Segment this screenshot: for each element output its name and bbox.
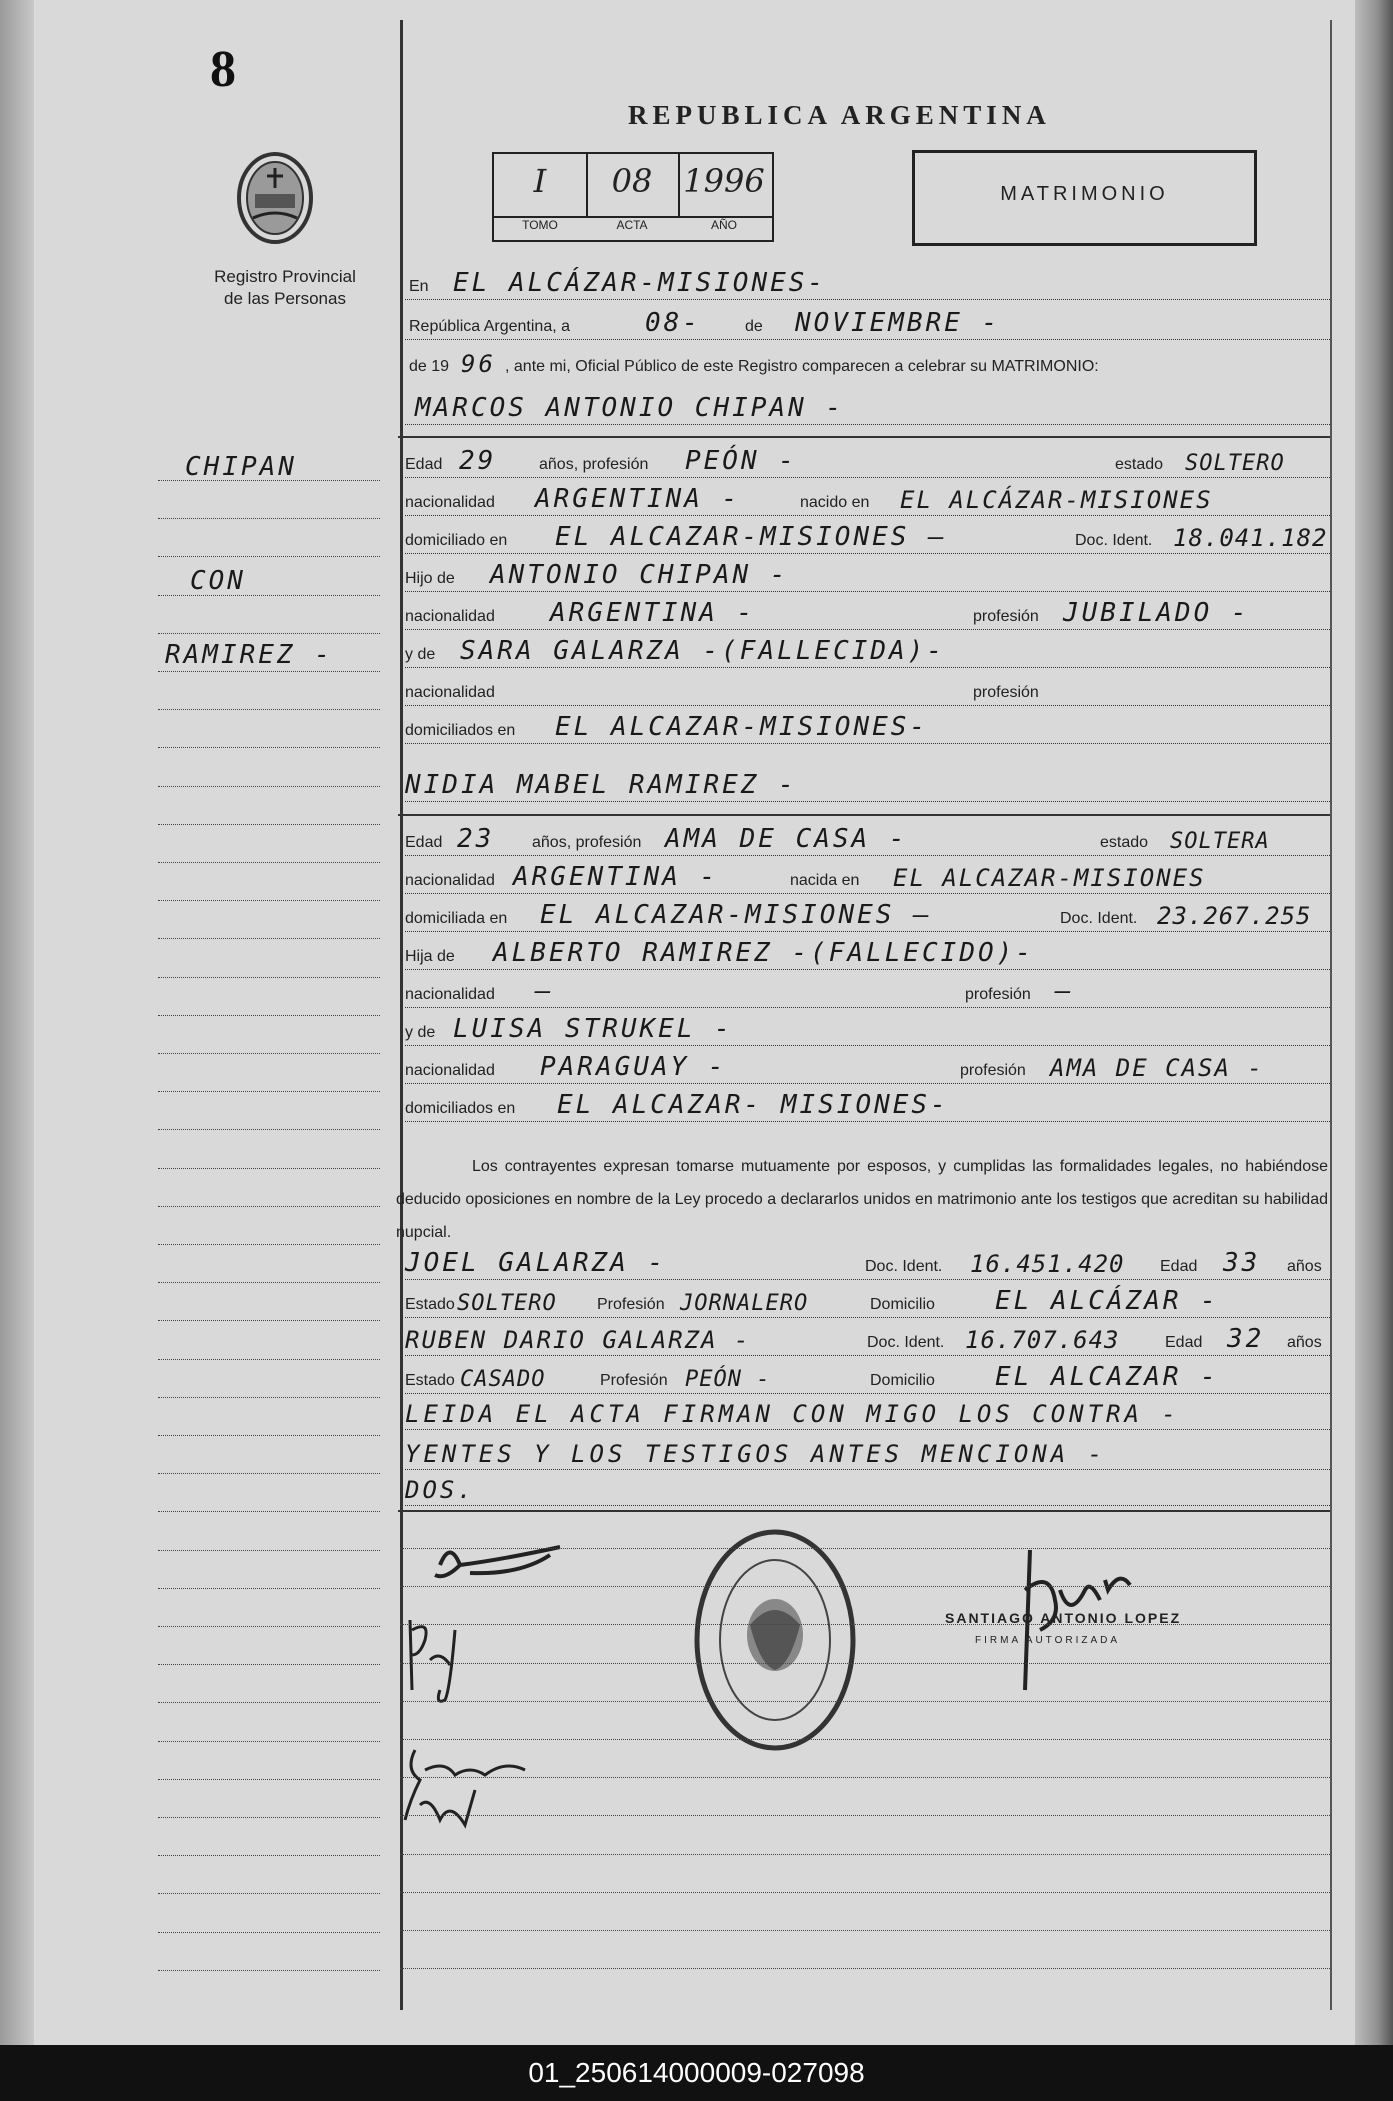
bride-name-row [405,772,1330,808]
bride-mother-nac: PARAGUAY - [540,1052,727,1082]
ruled-line [400,1777,1330,1778]
margin-rule [158,556,380,557]
intro-month: NOVIEMBRE - [795,308,1001,338]
groom-doc: 18.041.182 [1173,524,1328,552]
intro-place-row [405,270,1330,306]
ruled-line [400,1663,1330,1664]
witness-1-doc-label: Doc. Ident. [865,1258,943,1275]
margin-rule [158,518,380,519]
document-type: MATRIMONIO [1000,183,1169,205]
witness-2-edad-label: Edad [1165,1334,1203,1351]
margin-rule [158,1015,380,1016]
margin-rule [158,480,380,481]
margin-rule [158,633,380,634]
margin-rule [158,1511,380,1512]
bride-parents-dom: EL ALCAZAR- MISIONES- [557,1090,949,1120]
margin-rule [158,900,380,901]
groom-profesion-label: años, profesión [539,456,649,473]
groom-father-row [405,562,1330,598]
bride-profesion-label: años, profesión [532,834,642,851]
witness-2-anos-label: años [1287,1334,1322,1351]
margin-rule [158,671,380,672]
registry-seal-icon [690,1525,860,1755]
province-emblem-icon [233,148,318,248]
right-border [1330,20,1332,2010]
witness-1-prof-label: Profesión [597,1296,665,1313]
acta-label: ACTA [616,218,648,232]
groom-mother-prof-label: profesión [973,684,1039,701]
witness-1-edad-label: Edad [1160,1258,1198,1275]
bride-domicilio: EL ALCAZAR-MISIONES — [540,900,932,930]
witness-2-estado: CASADO [460,1367,546,1392]
margin-rule [158,1893,380,1894]
bride-profesion: AMA DE CASA - [665,824,908,854]
closing-line-3 [405,1476,1330,1512]
witness-2-row [405,1326,1330,1362]
groom-estado: SOLTERO [1185,451,1285,476]
scan-id-footer: 01_250614000009-027098 [0,2045,1393,2101]
groom-name-row [405,395,1330,431]
witness-2-name: RUBEN DARIO GALARZA - [405,1326,751,1354]
witness-2-estado-label: Estado [405,1372,455,1389]
groom-nacionalidad: ARGENTINA - [535,484,741,514]
witness-2-prof-label: Profesión [600,1372,668,1389]
margin-rule [158,824,380,825]
margin-rule [158,595,380,596]
ruled-line [400,1930,1330,1931]
bride-doc-label: Doc. Ident. [1060,910,1138,927]
year-suffix: 96 [461,350,496,378]
tomo-value: I [533,162,547,200]
signature-official-icon [1010,1530,1160,1700]
y-de-label: y de [405,646,436,663]
ruled-line [400,1548,1330,1549]
groom-mother-nac-label: nacionalidad [405,684,495,701]
margin-rule [158,1244,380,1245]
margin-note-1: CHIPAN [185,452,297,482]
groom-doc-label: Doc. Ident. [1075,532,1153,549]
republica-label: República Argentina, a [409,318,570,335]
margin-rule [158,1282,380,1283]
margin-rule [158,1702,380,1703]
intro-date-row [405,310,1330,346]
closing-text-3: DOS. [405,1476,475,1504]
margin-rule [158,1626,380,1627]
groom-father-prof-label: profesión [973,608,1039,625]
groom-nacido-label: nacido en [800,494,870,511]
bride-father: ALBERTO RAMIREZ -(FALLECIDO)- [493,938,1034,968]
bride-mother-details-row [405,1054,1330,1090]
margin-rule [158,1206,380,1207]
groom-father-prof: JUBILADO - [1063,598,1250,628]
margin-rule [158,1397,380,1398]
hijo-de-label: Hijo de [405,570,455,587]
margin-rule [158,1320,380,1321]
page-number: 8 [210,41,236,98]
ano-value: 1996 [683,162,765,200]
margin-rule [158,1855,380,1856]
bride-father-prof: — [1055,976,1074,1006]
bride-domicile-row [405,902,1330,938]
bride-nacionalidad: ARGENTINA - [513,862,719,892]
witness-1-estado-label: Estado [405,1296,455,1313]
margin-rule [158,1473,380,1474]
witness-1-edad: 33 [1223,1248,1261,1278]
groom-mother: SARA GALARZA -(FALLECIDA)- [460,636,945,666]
bride-doc: 23.267.255 [1157,902,1312,930]
tomo-label: TOMO [522,218,558,232]
groom-mother-row [405,638,1330,674]
witness-2-dom-label: Domicilio [870,1372,935,1389]
margin-rule [158,1129,380,1130]
margin-rule [158,786,380,787]
bride-name: NIDIA MABEL RAMIREZ - [405,770,797,800]
groom-separator [398,436,1330,438]
bride-nationality-row [405,864,1330,900]
groom-father-nac-label: nacionalidad [405,608,495,625]
registry-line-1: Registro Provincial [214,267,356,286]
registry-label [170,266,400,310]
bride-y-de-label: y de [405,1024,436,1041]
closing-text-1: LEIDA EL ACTA FIRMAN CON MIGO LOS CONTRA - [405,1400,1180,1428]
groom-edad-label: Edad [405,456,443,473]
margin-rule [158,1091,380,1092]
ruled-line [400,1739,1330,1740]
groom-parents-domicile-row [405,714,1330,750]
signature-witnesses-icon [395,1740,565,1840]
witness-1-name: JOEL GALARZA - [405,1248,667,1278]
groom-name: MARCOS ANTONIO CHIPAN - [415,393,845,423]
en-label: En [409,278,429,295]
groom-edad: 29 [459,446,497,476]
witness-1-dom-label: Domicilio [870,1296,935,1313]
witness-1-anos-label: años [1287,1258,1322,1275]
groom-father-nac: ARGENTINA - [550,598,756,628]
margin-rule [158,1970,380,1971]
bride-edad: 23 [457,824,495,854]
record-box [492,152,774,242]
bride-nacida: EL ALCAZAR-MISIONES [893,864,1206,892]
groom-age-row [405,448,1330,484]
groom-domicile-row [405,524,1330,560]
bride-nac-label: nacionalidad [405,872,495,889]
bride-separator [398,814,1330,816]
bride-estado-label: estado [1100,834,1149,851]
ruled-line [400,1968,1330,1969]
page-left-edge [0,0,34,2045]
ano-label: AÑO [710,218,737,232]
margin-rule [158,1817,380,1818]
witness-1-row [405,1250,1330,1286]
closing-line-1 [405,1400,1330,1436]
closing-text-2: YENTES Y LOS TESTIGOS ANTES MENCIONA - [405,1440,1107,1468]
margin-rule [158,709,380,710]
margin-rule [158,1588,380,1589]
intro-year-row [405,350,1330,386]
witness-1-profesion: JORNALERO [680,1291,809,1316]
groom-dom-label: domiciliado en [405,532,508,549]
bride-mother-prof: AMA DE CASA - [1050,1054,1264,1082]
bride-mother-row [405,1016,1330,1052]
bride-father-nac-label: nacionalidad [405,986,495,1003]
bride-dom-label: domiciliada en [405,910,508,927]
ruled-line [400,1892,1330,1893]
bride-mother: LUISA STRUKEL - [453,1014,733,1044]
bride-parents-domicile-row [405,1092,1330,1128]
ruled-line [400,1624,1330,1625]
declaration-paragraph: Los contrayentes expresan tomarse mutuamente por esposos, y cumplidas las formalidades legales, no habiéndose deducido oposiciones en nombre de la Ley procedo a declararlos unidos en matrimonio ante los testigos que acreditan su habilidad nupcial. [396,1158,1328,1241]
groom-parents-dom-label: domiciliados en [405,722,516,739]
witness-2-doc-label: Doc. Ident. [867,1334,945,1351]
ruled-line [400,1701,1330,1702]
margin-rule [158,1359,380,1360]
bride-parents-dom-label: domiciliados en [405,1100,516,1117]
ruled-line [400,1586,1330,1587]
margin-rule [158,938,380,939]
margin-rule [158,1741,380,1742]
page-right-edge [1355,0,1393,2045]
bride-father-row [405,940,1330,976]
margin-rule [158,977,380,978]
witness-1-domicilio: EL ALCÁZAR - [995,1286,1219,1316]
closing-separator [398,1510,1330,1512]
witness-2-details-row [405,1364,1330,1400]
witness-2-profesion: PEÓN - [685,1367,771,1392]
intro-day: 08- [645,308,701,338]
bride-father-prof-label: profesión [965,986,1031,1003]
witness-1-estado: SOLTERO [457,1291,557,1316]
witness-2-domicilio: EL ALCAZAR - [995,1362,1219,1392]
bride-father-details-row [405,978,1330,1014]
bride-nacida-label: nacida en [790,872,860,889]
bride-edad-label: Edad [405,834,443,851]
groom-father: ANTONIO CHIPAN - [490,560,789,590]
intro-place: EL ALCÁZAR-MISIONES- [453,268,827,298]
bride-father-nac: — [535,976,554,1006]
groom-mother-details-row [405,676,1330,712]
margin-rule [158,1168,380,1169]
bride-mother-nac-label: nacionalidad [405,1062,495,1079]
hija-de-label: Hija de [405,948,455,965]
groom-estado-label: estado [1115,456,1164,473]
intro-text: , ante mi, Oficial Público de este Registro comparecen a celebrar su MATRIMONIO: [505,358,1099,375]
groom-father-details-row [405,600,1330,636]
acta-value: 08 [611,162,653,200]
bride-mother-prof-label: profesión [960,1062,1026,1079]
witness-2-edad: 32 [1227,1324,1265,1354]
witness-1-doc: 16.451.420 [970,1250,1125,1278]
margin-rule [158,1932,380,1933]
registry-line-2: de las Personas [224,289,346,308]
margin-note-3: RAMIREZ - [165,640,333,670]
witness-2-doc: 16.707.643 [965,1326,1120,1354]
margin-note-2: CON [190,566,246,596]
document-type-box [912,150,1257,246]
margin-rule [158,1664,380,1665]
tomo-cell [494,154,588,216]
groom-profesion: PEÓN - [685,446,797,476]
de-label: de [745,318,763,335]
bride-age-row [405,826,1330,862]
groom-nationality-row [405,486,1330,522]
margin-rule [158,862,380,863]
official-stamp-name: SANTIAGO ANTONIO LOPEZ [945,1610,1182,1626]
groom-parents-dom: EL ALCAZAR-MISIONES- [555,712,929,742]
margin-divider [400,20,403,2010]
margin-rule [158,1435,380,1436]
witness-1-details-row [405,1288,1330,1324]
margin-rule [158,1779,380,1780]
groom-domicilio: EL ALCAZAR-MISIONES — [555,522,947,552]
document-title: REPUBLICA ARGENTINA [628,100,1051,130]
closing-line-2 [405,1440,1330,1476]
margin-rule [158,1550,380,1551]
ruled-line [400,1854,1330,1855]
ano-cell [678,154,770,216]
groom-nacido: EL ALCÁZAR-MISIONES [900,486,1213,514]
margin-rule [158,747,380,748]
margin-rule [158,1053,380,1054]
year-prefix: de 19 [409,358,450,375]
official-stamp-role: FIRMA AUTORIZADA [975,1635,1121,1646]
acta-cell [586,154,680,216]
bride-estado: SOLTERA [1170,829,1270,854]
ruled-line [400,1815,1330,1816]
groom-nac-label: nacionalidad [405,494,495,511]
